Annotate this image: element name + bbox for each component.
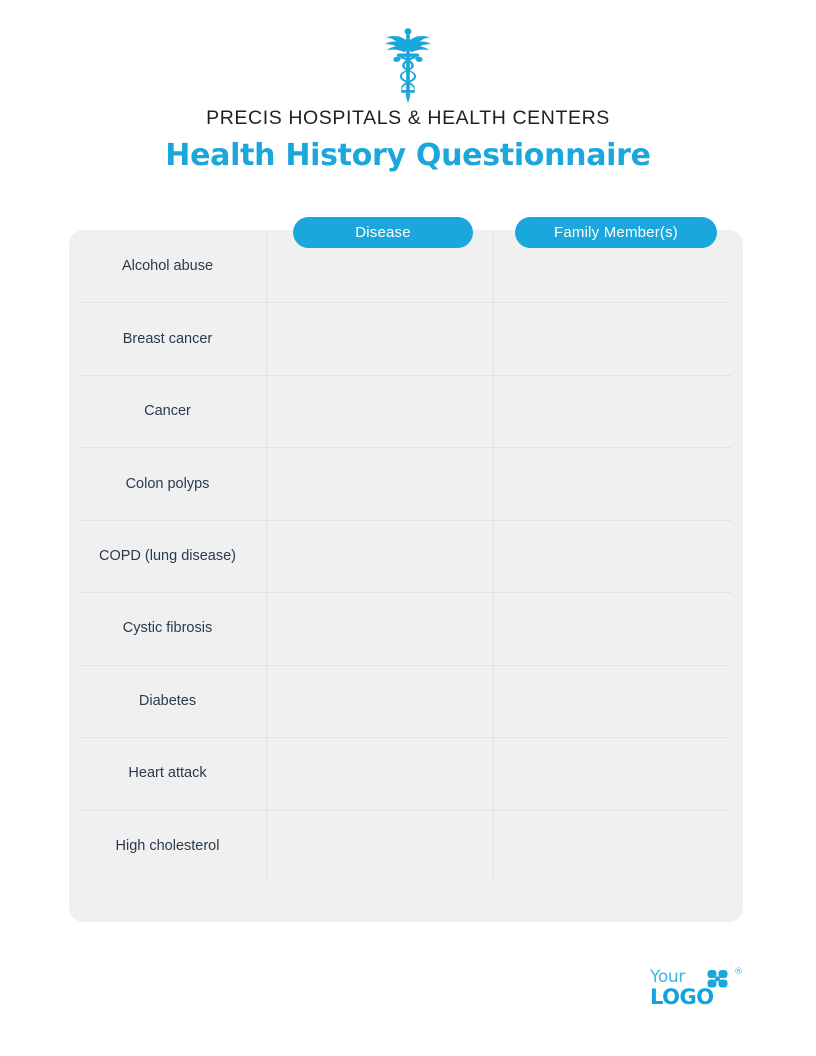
family-member-input-cell[interactable] — [493, 302, 743, 374]
condition-cell: Breast cancer — [122, 330, 213, 347]
condition-cell: Cancer — [144, 403, 191, 420]
condition-cell: Diabetes — [138, 692, 197, 709]
registered-trademark-icon: ® — [734, 967, 743, 977]
family-member-input-cell[interactable] — [493, 447, 743, 519]
column-header-family-members: Family Member(s) — [515, 217, 717, 248]
condition-cell: High cholesterol — [115, 837, 220, 854]
page-title: Health History Questionnaire — [165, 138, 651, 173]
disease-input-cell[interactable] — [266, 665, 493, 737]
caduceus-icon — [0, 26, 816, 104]
family-member-input-cell[interactable] — [493, 375, 743, 447]
table-row — [69, 592, 743, 664]
disease-input-cell[interactable] — [266, 375, 493, 447]
column-header-disease: Disease — [293, 217, 473, 248]
logo-text-your: Your — [650, 967, 686, 987]
condition-cell: COPD (lung disease) — [99, 547, 236, 564]
condition-cell: Heart attack — [128, 765, 207, 782]
disease-input-cell[interactable] — [266, 737, 493, 809]
organization-name: PRECIS HOSPITALS & HEALTH CENTERS — [206, 107, 610, 129]
logo-text-logo: LOGO — [650, 985, 714, 1009]
disease-input-cell[interactable] — [266, 520, 493, 592]
table-row — [69, 375, 743, 447]
family-member-input-cell[interactable] — [493, 520, 743, 592]
family-member-input-cell[interactable] — [493, 592, 743, 664]
table-row — [69, 447, 743, 519]
disease-input-cell[interactable] — [266, 302, 493, 374]
condition-cell: Cystic fibrosis — [122, 620, 213, 637]
condition-cell: Alcohol abuse — [121, 258, 214, 275]
disease-input-cell[interactable] — [266, 592, 493, 664]
table-row — [69, 520, 743, 592]
table-row — [69, 302, 743, 374]
family-member-input-cell[interactable] — [493, 665, 743, 737]
disease-input-cell[interactable] — [266, 810, 493, 882]
footer-logo — [650, 969, 746, 1013]
table-row — [69, 810, 743, 882]
family-member-input-cell[interactable] — [493, 810, 743, 882]
health-history-table — [69, 230, 743, 922]
disease-input-cell[interactable] — [266, 447, 493, 519]
family-member-input-cell[interactable] — [493, 737, 743, 809]
table-row — [69, 737, 743, 809]
table-row — [69, 665, 743, 737]
condition-cell: Colon polyps — [125, 475, 210, 492]
